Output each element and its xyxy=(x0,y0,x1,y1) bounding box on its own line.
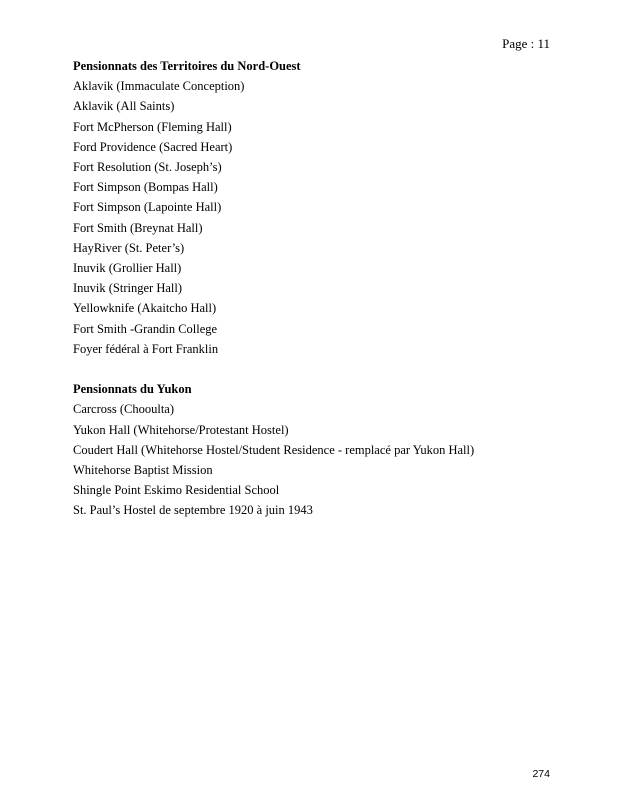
school-list-yukon xyxy=(73,399,593,520)
list-item: Aklavik (All Saints) xyxy=(73,99,175,114)
section-spacer xyxy=(73,359,593,379)
section-title-yukon: Pensionnats du Yukon xyxy=(73,382,192,397)
section-title-nwt: Pensionnats des Territoires du Nord-Ouest xyxy=(73,59,301,73)
section-nwt xyxy=(73,56,593,359)
list-item: Fort Simpson (Bompas Hall) xyxy=(73,180,218,195)
list-item: Carcross (Chooulta) xyxy=(73,402,175,417)
list-item: Fort Smith -Grandin College xyxy=(73,321,218,336)
list-item: St. Paul’s Hostel de septembre 1920 à juin 1943 xyxy=(73,503,313,518)
page-number: 274 xyxy=(532,768,550,780)
list-item: Inuvik (Grollier Hall) xyxy=(73,261,182,276)
list-item: Fort Smith (Breynat Hall) xyxy=(73,220,203,235)
list-item: Foyer fédéral à Fort Franklin xyxy=(73,341,219,356)
list-item: Fort McPherson (Fleming Hall) xyxy=(73,119,232,134)
school-list-nwt xyxy=(73,76,593,359)
list-item: Shingle Point Eskimo Residential School xyxy=(73,483,280,498)
list-item: Yellowknife (Akaitcho Hall) xyxy=(73,301,217,316)
list-item: Inuvik (Stringer Hall) xyxy=(73,281,183,296)
page-header-label: Page : 11 xyxy=(502,36,550,51)
list-item: Whitehorse Baptist Mission xyxy=(73,463,213,478)
list-item: Yukon Hall (Whitehorse/Protestant Hostel) xyxy=(73,422,289,437)
document-body xyxy=(73,56,593,521)
list-item: Fort Resolution (St. Joseph’s) xyxy=(73,160,222,175)
list-item: Ford Providence (Sacred Heart) xyxy=(73,139,233,154)
list-item: HayRiver (St. Peter’s) xyxy=(73,240,185,255)
list-item: Aklavik (Immaculate Conception) xyxy=(73,79,245,94)
section-yukon xyxy=(73,379,593,520)
list-item: Fort Simpson (Lapointe Hall) xyxy=(73,200,222,215)
list-item: Coudert Hall (Whitehorse Hostel/Student Residence - remplacé par Yukon Hall) xyxy=(73,442,475,457)
